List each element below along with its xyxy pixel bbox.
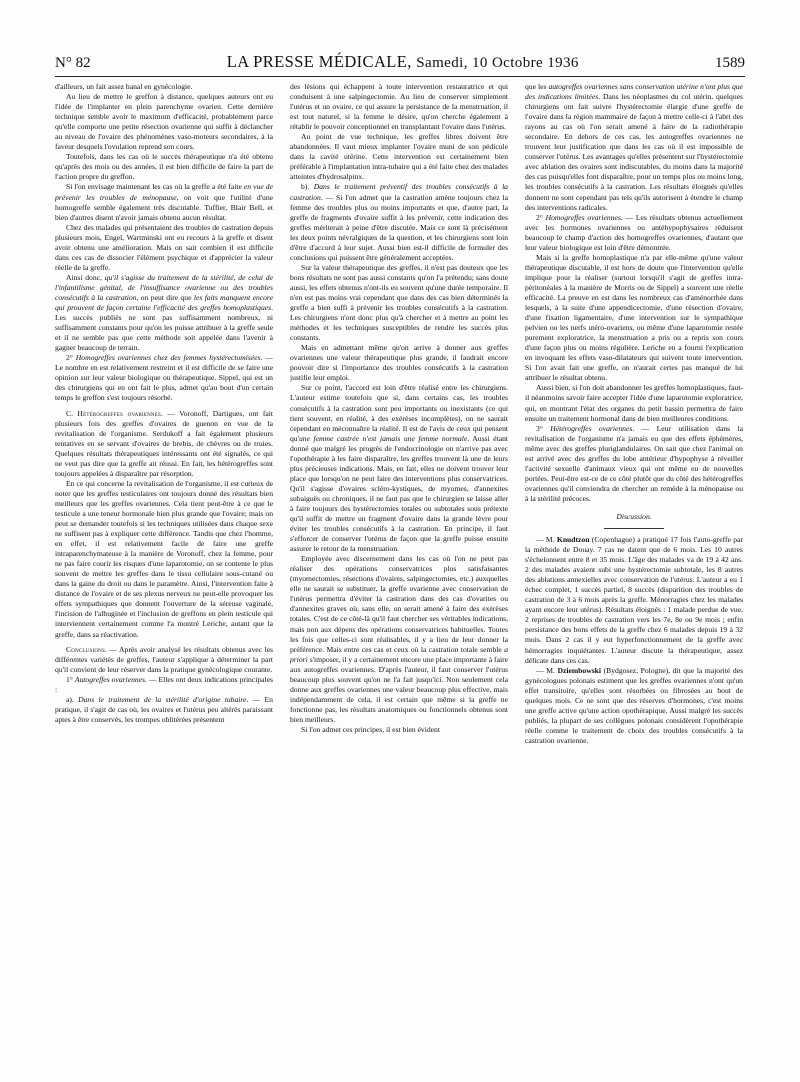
- paragraph: Au lieu de mettre le greffon à distance, quelques auteurs ont eu l'idée de l'implanter en plein parenchyme ovarien. Cette dernière technique semble avoir le maximum d'efficacité, probablement parce qu'elle comporte une petite résection ovarienne qui suffit à déclancher au niveau de l'ovaire des phénomènes vaso-moteurs secondaires, à la faveur desquels l'ovulation reprend son cours.: [55, 92, 273, 152]
- paragraph: Sur la valeur thérapeutique des greffes, il n'est pas douteux que les bons résultats ne sont pas aussi constants qu'on l'a prétendu; sans doute aussi, les effets obtenus n'ont-ils eu souvent qu'une durée temporaire. Il n'en est pas moins vrai cependant que dans des cas bien déterminés la greffe a bien suffi à prévenir les troubles consécutifs à la castration. Les chirurgiens n'ont donc plus qu'à chercher et à mettre au point les méthodes et les techniques susceptibles de rendre les succès plus constants.: [290, 262, 508, 343]
- paragraph: Ainsi donc, qu'il s'agisse du traitement de la stérilité, de celui de l'infantilisme génital, de l'insuffisance ovarienne ou des troubles consécutifs à la castration, on peut dire que les faits manquent encore qui prouvent de façon certaine l'efficacité des greffes homoplastiques. Les succès publiés ne sont pas suffisamment nombreux, ni suffisamment constants pour qu'on les puisse attribuer à la greffe seule et il ne semble pas que cette méthode soit appelée dans l'avenir à gagner beaucoup de terrain.: [55, 272, 273, 353]
- running-header: [55, 52, 745, 74]
- paragraph: C. Hétérogreffes ovariennes. — Voronoff, Dartigues, ont fait plusieurs fois des greffes d'ovaires de guenon en vue de la revitalisation de l'organisme. Serdukoff a fait également plusieurs tentatives en se servant d'ovaires de brebis, de chèvres ou de truies. Quelques résultats thérapeutiques intéressants ont été signalés, ce qui ne veut pas dire que la greffe ait réussi. En fait, les hétérogreffes sont toujours appelées à disparaître par résorption.: [55, 408, 273, 478]
- paragraph: que les autogreffes ovariennes sans conservation utérine n'ont plus que des indications limitées. Dans les néoplasmes du col utérin, quelques chirurgiens ont fait suivre l'hystérectomie élargie d'une greffe de l'ovaire dans la région mammaire de façon à mettre celle-ci à l'abri des rayons au cas où l'on serait amené à faire de la radiothérapie secondaire. En dehors de ces cas, les autogreffes ovariennes ne trouvent leur justification que dans les cas où il est impossible de conserver l'utérus. Les avantages qu'elles présentent sur l'hystérectomie avec ablation des ovaires sont indiscutables, du moins dans la majorité des cas puisqu'elles font disparaître, pour un temps plus ou moins long, les troubles consécutifs à la castration. Les résultats éloignés qu'elles donnent ne sont cependant pas tels qu'ils autorisent à étendre le champ des interventions radicales.: [525, 82, 743, 212]
- page-number: 1589: [714, 55, 745, 71]
- text-column-3: [525, 82, 743, 1072]
- text-column-2: [290, 82, 508, 1072]
- journal-masthead: [227, 52, 579, 72]
- paragraph: a). Dans le traitement de la stérilité d'origine tubaire. — En pratique, il s'agit de cas où, les ovaires et l'utérus peu altérés paraissant aptes à être conservés, les trompes oblitérées présentent: [55, 694, 273, 724]
- paragraph: Employée avec discernement dans les cas où l'on ne peut pas réaliser des opérations conservatrices plus satisfaisantes (myomectomies, résections d'ovaires, salpingectomies, etc.) auxquelles elle ne saurait se substituer, la greffe ovarienne avec conservation de l'utérus permettra d'éviter la castration dans des cas d'ovarites ou d'annexites graves où, sans elle, on serait amené à faire des exérèses totales. C'est de ce côté-là qu'il faut chercher ses véritables indications, mais non aux dépens des opérations conservatrices habituelles. Toutes les fois que celles-ci sont réalisables, il y a lieu de leur donner la préférence. Mais entre ces cas et ceux où la castration totale semble a priori s'imposer, il y a certainement encore une place importante à faire aux autogreffes ovariennes. D'après l'auteur, il faut conserver l'utérus beaucoup plus souvent qu'on ne l'a fait jusqu'ici. Non seulement cela donne aux greffes ovariennes une valeur beaucoup plus effective, mais indépendamment de cela, il est certain que même si la greffe ne fonctionne pas, les résultats anatomiques ou fonctionnels obtenus sont bien meilleurs.: [290, 554, 508, 724]
- paragraph: d'ailleurs, un fait assez banal en gynécologie.: [55, 82, 193, 91]
- paragraph: Chez des malades qui présentaient des troubles de castration depuis plusieurs mois, Engel, Wartminski ont eu recours à la greffe et disent avoir obtenu une amélioration. Mais on sait combien il est difficile dans ces cas de dissocier l'élément psychique et d'apprécier la valeur réelle de la greffe.: [55, 222, 273, 272]
- text-column-1: [55, 82, 273, 1072]
- paragraph: Si l'on admet ces principes, il est bien évident: [301, 725, 440, 734]
- paragraph: Sur ce point, l'accord est loin d'être réalisé entre les chirurgiens. L'auteur estime toutefois que si, dans certains cas, les troubles consécutifs à la castration sont peu importants ou inexistants (ce qui tient souvent, en réalité, à des exérèses incomplètes), on ne saurait cependant en méconnaître la réalité. Il est de l'avis de ceux qui pensent qu'une femme castrée n'est jamais une femme normale. Aussi étant donné que malgré les progrès de l'endocrinologie on n'arrive pas avec l'opothérapie à les faire disparaître, les greffes trouvent là une de leurs plus précieuses indications. Mais, en fait, elles ne doivent trouver leur place que lorsqu'on ne peut faire des interventions plus conservatrices. Qu'il s'agisse d'ovaires scléro-kystiques, de myomes, d'annexites subaiguës ou chroniques, il ne faut pas que le chirurgien se laisse aller à faire toujours des hystérectomies totales ou subtotales sous prétexte qu'il suffit de mettre un fragment d'ovaire dans la grande lèvre pour éviter les troubles consécutifs à la castration. En principe, il faut s'efforcer de conserver l'utérus de façon que la greffe puisse ensuite assurer le retour de la menstruation.: [290, 383, 508, 554]
- header-rule: [55, 76, 745, 77]
- paragraph: Toutefois, dans les cas où le succès thérapeutique n'a été obtenu qu'après des mois ou des années, il est bien difficile de faire la part de l'action propre du greffon.: [55, 152, 273, 182]
- paragraph: Aussi bien, si l'on doit abandonner les greffes homoplastiques, faut-il néanmoins savoir faire accepter l'idée d'une laparotomie exploratrice, qui, en montrant l'état des organes du petit bassin permettra de faire ensuite un traitement hormonal dans de bien meilleures conditions.: [525, 383, 743, 423]
- paragraph: 1° Autogreffes ovariennes. — Elles ont deux indications principales :: [55, 674, 273, 694]
- paragraph: 2° Homogreffes ovariennes. — Les résultats obtenus actuellement avec les hormones ovariennes ou antéhypophysaires réduisent beaucoup le champ d'action des homogreffes ovariennes, d'autant que leur valeur biologique est loin d'être démontrée.: [525, 212, 743, 252]
- paragraph: En ce qui concerne la revitalisation de l'organisme, il est curieux de noter que les greffes testiculaires ont toujours donné des résultats bien meilleurs que les greffes ovariennes. Cela tient peut-être à ce que le testicule a une teneur hormonale bien plus grande que l'ovaire; mais on peut se demander toutefois si les techniques utilisées dans chaque sexe ne suffisent pas à expliquer cette différence. Tandis que chez l'homme, en effet, il est relativement facile de faire une greffe intraparenchymateuse à la manière de Voronoff, chez la femme, pour ne pas faire courir les risques d'une laparotomie, on se contente le plus souvent de mettre les greffes dans le tissu cellulaire sous-cutané ou dans la gaine du droit ou dans le paramètre. Ainsi, l'intervention faite à distance de l'ovaire et de ses plexus nerveux ne peut-elle provoquer les effets sympathiques que donnent l'ouverture de la séreuse vaginale, l'incision de l'albuginée et l'inclusion de greffons en plein testicule qui interviennent certainement comme l'a montré Leriche, autant que la greffe, dans sa réactivation.: [55, 478, 273, 639]
- issue-number: N° 82: [55, 55, 91, 71]
- paragraph: b). Dans le traitement préventif des troubles consécutifs à la castration. — Si l'on admet que la castration amène toujours chez la femme des troubles plus ou moins importants et que, d'autre part, la greffe de fragments d'ovaire suffit à les prévenir, cette indication des greffes mériterait à peine d'être discutée. Mais ce sont là précisément les deux points névralgiques de la question, et les chirurgiens sont loin d'être d'accord à leur sujet. Aussi bien est-il difficile de formuler des conclusions qui puissent être généralement acceptées.: [290, 182, 508, 262]
- section-rule: [604, 528, 664, 529]
- paragraph: — M. Knudtzon (Copenhague) a pratiqué 17 fois l'auto-greffe par la méthode de Douay. 7 cas ne datent que de 6 mois. Les 10 autres s'échelonnent entre 8 et 35 mois. L'âge des malades va de 19 à 42 ans. 2 des malades avaient subi une hystérectomie subtotale, les 8 autres des ablations annexielles avec conservation de l'utérus. L'auteur a eu 1 échec complet, 1 succès partiel, 8 succès (disparition des troubles de castration de 3 à 6 mois après la greffe. Ménorragies chez les malades ayant encore leur utérus). Résultats éloignés : 1 malade perdue de vue, 2 reprises de troubles de castration vers les 7e, 8e ou 9e mois ; enfin persistance des bons effets de la greffe chez 6 malades depuis 19 à 32 mois. Dans 2 cas il y eut hyperfonctionnement de la greffe avec hémorragies inquiétantes. L'auteur discute la thérapeutique, assez délicate dans ces cas.: [525, 535, 743, 665]
- paragraph: Mais si la greffe homoplastique n'a par elle-même qu'une valeur thérapeutique discutable, il est hors de doute que l'intervention qu'elle implique pour la réaliser (surtout lorsqu'il s'agit de greffes intra-péritonéales à la manière de Morris ou de Sippel) a souvent une réelle efficacité. La preuve en est dans les nombreux cas d'aménorrhée dans lesquels, à la suite d'une appendicectomie, d'une résection d'ovaire, d'une fixation ligamentaire, d'une intervention sur le sympathique pelvien ou les nerfs utéro-ovariens, ou même d'une laparotomie restée purement exploratrice, la menstruation a pris ou a repris son cours d'une façon plus ou moins régulière. Leriche en a fourni l'explication en invoquant les effets vaso-dilatateurs qui suivent toute intervention. Si l'on avait fait une greffe, on n'aurait certes pas manqué de lui attribuer le résultat obtenu.: [525, 252, 743, 383]
- paragraph: des lésions qui échappent à toute intervention restauratrice et qui conduisent à une salpingectomie. Au lieu de conserver simplement l'utérus et un ovaire, ce qui assure la persistance de la menstruation, il est tout naturel, si la femme le désire, qu'on cherche également à rétablir le pouvoir conceptionnel en transplantant l'ovaire dans l'utérus.: [290, 82, 508, 132]
- journal-title: LA PRESSE MÉDICALE,: [226, 52, 412, 71]
- paragraph: Au point de vue technique, les greffes libres doivent être abandonnées. Il vaut mieux implanter l'ovaire muni de son pédicule dans la cavité utérine. Cette intervention est certainement bien préférable à l'implantation intra-tubaire qui a été faite chez des malades atteintes d'hydrosalpinx.: [290, 132, 508, 182]
- paragraph: Si l'on envisage maintenant les cas où la greffe a été faite en vue de prévenir les troubles de ménopause, on voit que l'utilité d'une homogreffe semble également très discutable. Tuffier, Blair Bell, et bien d'autres disent n'avoir jamais obtenu aucun résultat.: [55, 182, 273, 222]
- issue-date: Samedi, 10 Octobre 1936: [416, 55, 579, 71]
- paragraph: Conclusions. — Après avoir analysé les résultats obtenus avec les différentes variétés de greffes, l'auteur s'applique à déterminer la part qu'il convient de leur réserver dans la pratique gynécologique courante.: [55, 644, 273, 674]
- section-heading: Discussion.: [616, 511, 652, 521]
- paragraph: 3° Hétérogreffes ovariennes. — Leur utilisation dans la revitalisation de l'organisme n'a jamais eu que des effets éphémères, même avec des greffes pluriglandulaires. On sait que chez l'animal on est arrivé avec des greffes du lobe antérieur d'hypophyse à réveiller l'activité sexuelle d'animaux vieux qui ont même eu de nouvelles portées. Peut-être est-ce de ce côté plutôt que du côté des hétérogreffes ovariennes qu'il conviendra de chercher un remède à la ménopause ou à la stérilité précoces.: [525, 423, 743, 503]
- paragraph: Mais en admettant même qu'on arrive à donner aux greffes ovariennes une valeur thérapeutique plus grande, il faudrait encore pouvoir dire si l'importance des troubles consécutifs à la castration justifie leur emploi.: [290, 343, 508, 383]
- paragraph: — M. Dziembowski (Bydgosez, Pologne), dit que la majorité des gynécologues polonais estiment que les greffes ovariennes n'ont qu'un effet transitoire, qu'elles sont résorbées ou fibrosées au bout de quelques mois. Ce ne sont que des réserves d'hormones, c'est moins une greffe active qu'une action opothérapique. Aussi malgré les succès publiés, la plupart de ses collègues polonais considèrent l'opothérapie réelle comme le traitement de choix des troubles consécutifs à la castration ovarienne.: [525, 665, 743, 745]
- paragraph: 2° Homogreffes ovariennes chez des femmes hystérectomisées. — Le nombre en est relativement restreint et il est difficile de se faire une opinion sur leur valeur biologique ou thérapeutique. Sippel, qui est un des chirurgiens qui en ont fait le plus, admet qu'au bout d'un certain temps le greffon s'est toujours résorbé.: [55, 353, 273, 403]
